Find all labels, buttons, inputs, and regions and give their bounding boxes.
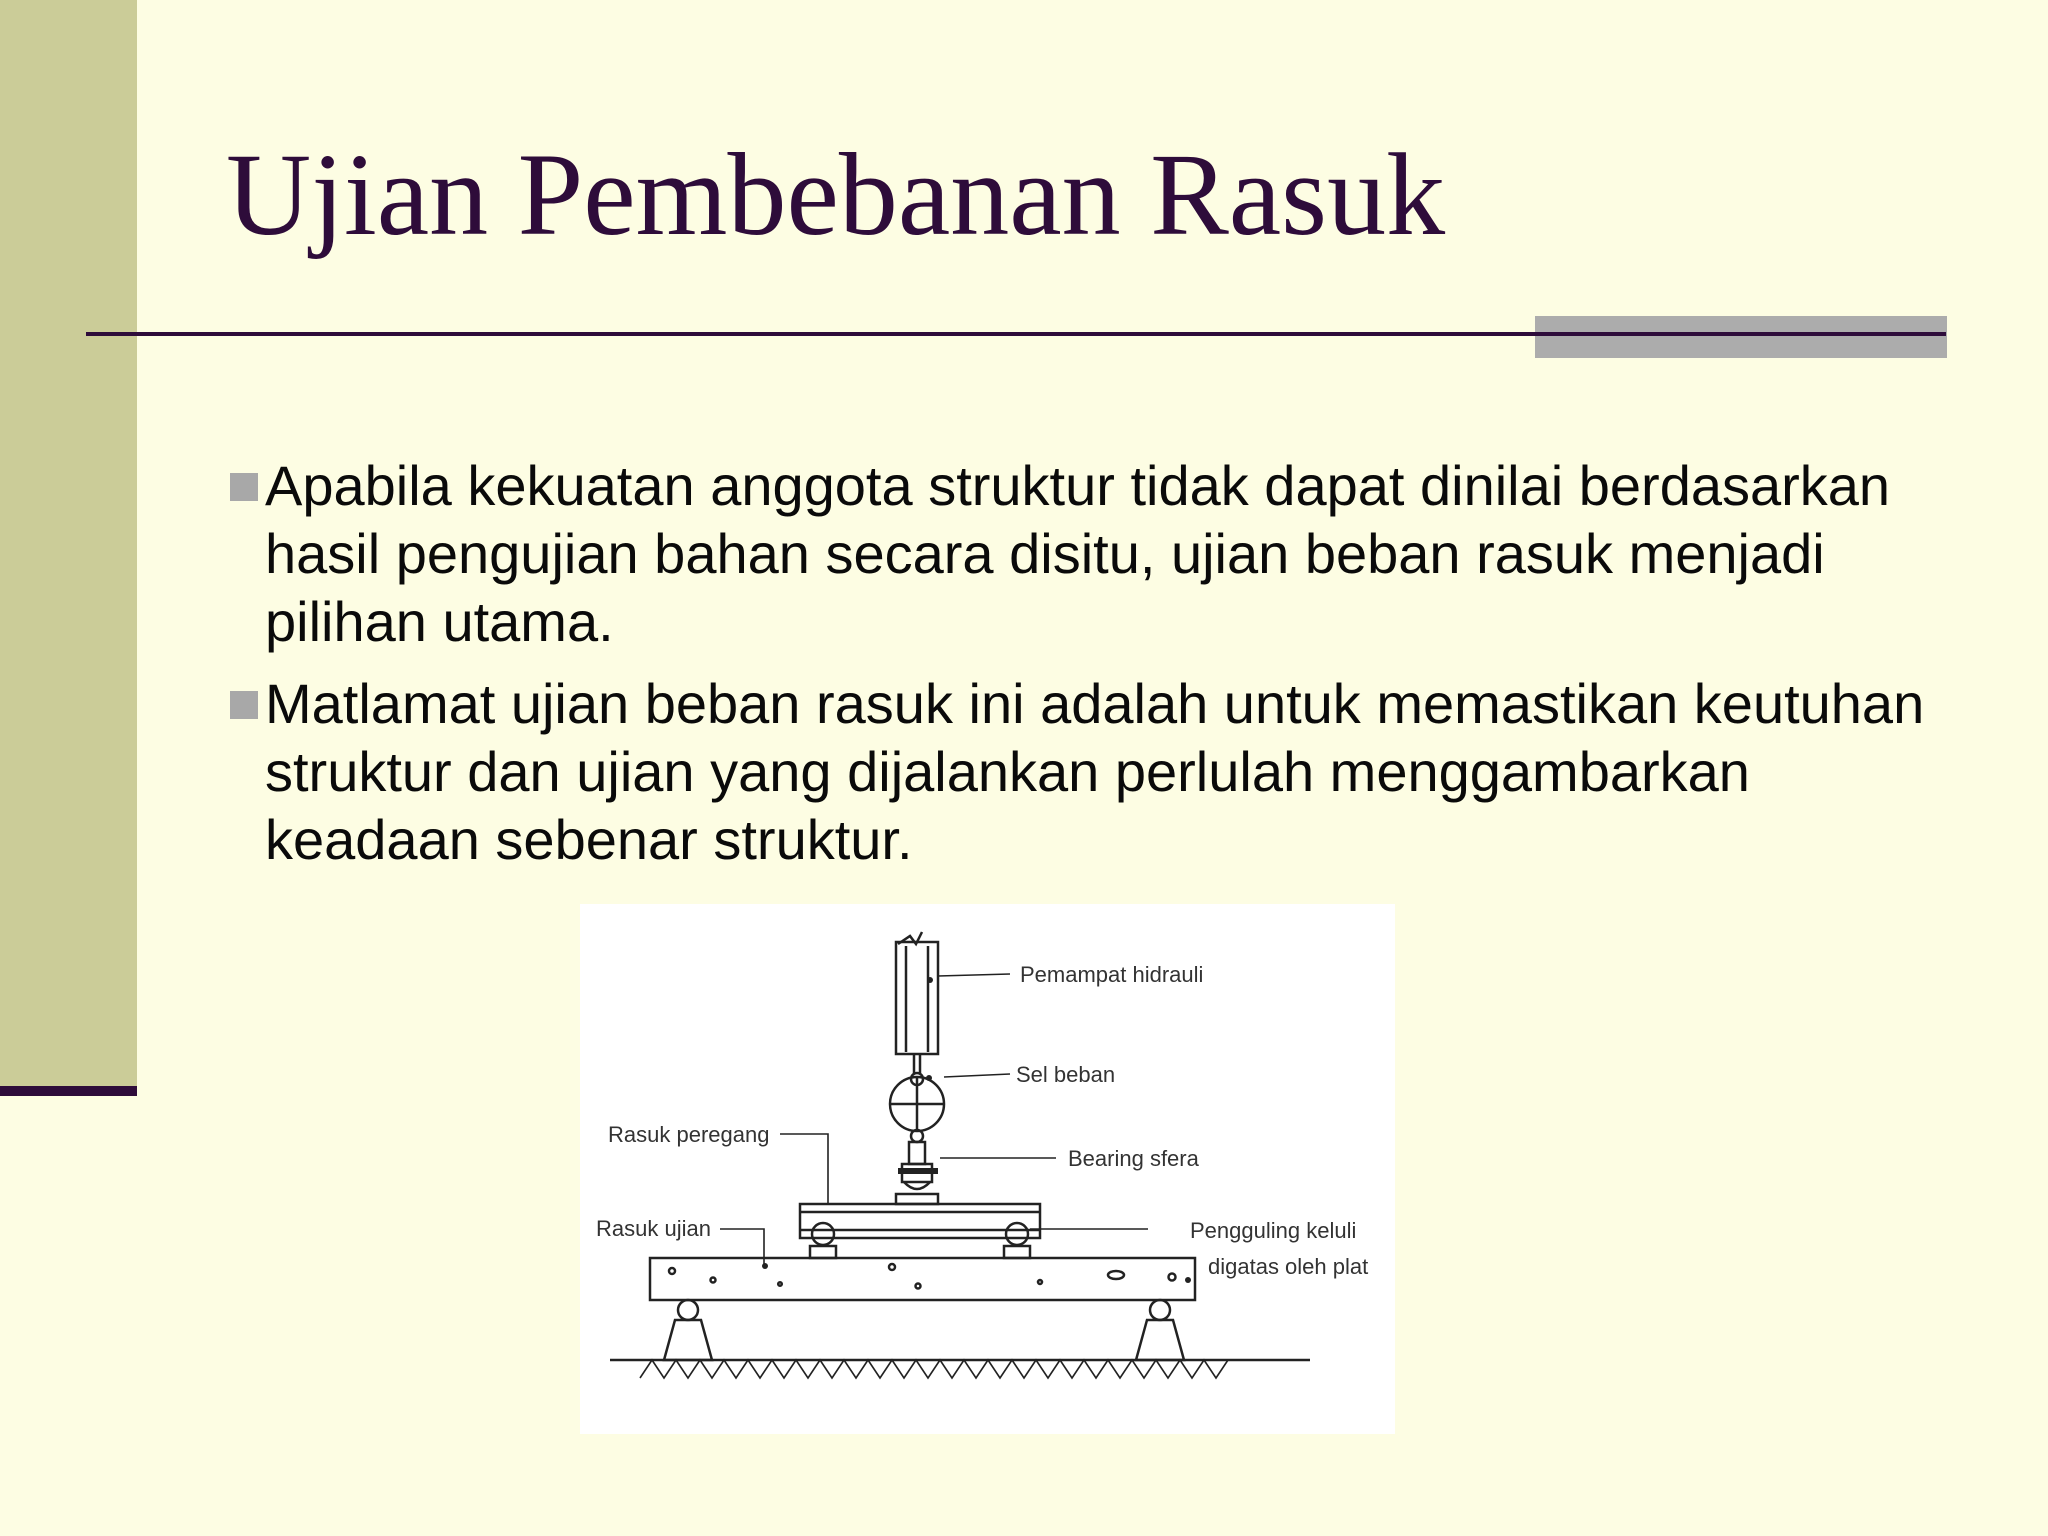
slide-title: Ujian Pembebanan Rasuk — [226, 129, 1446, 260]
bullet-list — [228, 452, 1928, 888]
left-accent-bar-edge — [0, 1086, 137, 1096]
label-test-beam: Rasuk ujian — [596, 1216, 711, 1241]
title-rule-gray-block — [1535, 316, 1947, 358]
square-bullet-icon — [230, 691, 258, 719]
beam-load-test-diagram — [580, 904, 1395, 1434]
bullet-text: Matlamat ujian beban rasuk ini adalah untuk memastikan keutuhan struktur dan ujian yang dijalankan perlulah menggambarkan keadaan sebenar struktur. — [265, 672, 1925, 871]
diagram-drawing — [580, 904, 1395, 1434]
label-hydraulic-jack: Pemampat hidrauli — [1020, 962, 1204, 987]
bullet-text: Apabila kekuatan anggota struktur tidak dapat dinilai berdasarkan hasil pengujian bahan secara disitu, ujian beban rasuk menjadi pilihan utama. — [265, 454, 1891, 653]
label-steel-roller-line1: Pengguling keluli — [1190, 1218, 1357, 1243]
label-spreader-beam: Rasuk peregang — [608, 1122, 770, 1147]
left-accent-bar — [0, 0, 137, 1088]
square-bullet-icon — [230, 473, 258, 501]
label-ball-bearing: Bearing sfera — [1068, 1146, 1199, 1171]
bullet-item — [228, 452, 1928, 656]
label-load-cell: Sel beban — [1016, 1062, 1116, 1087]
bullet-item — [228, 670, 1928, 874]
title-rule-line — [86, 332, 1946, 336]
label-steel-roller-line2: digatas oleh plat — [1208, 1254, 1369, 1279]
